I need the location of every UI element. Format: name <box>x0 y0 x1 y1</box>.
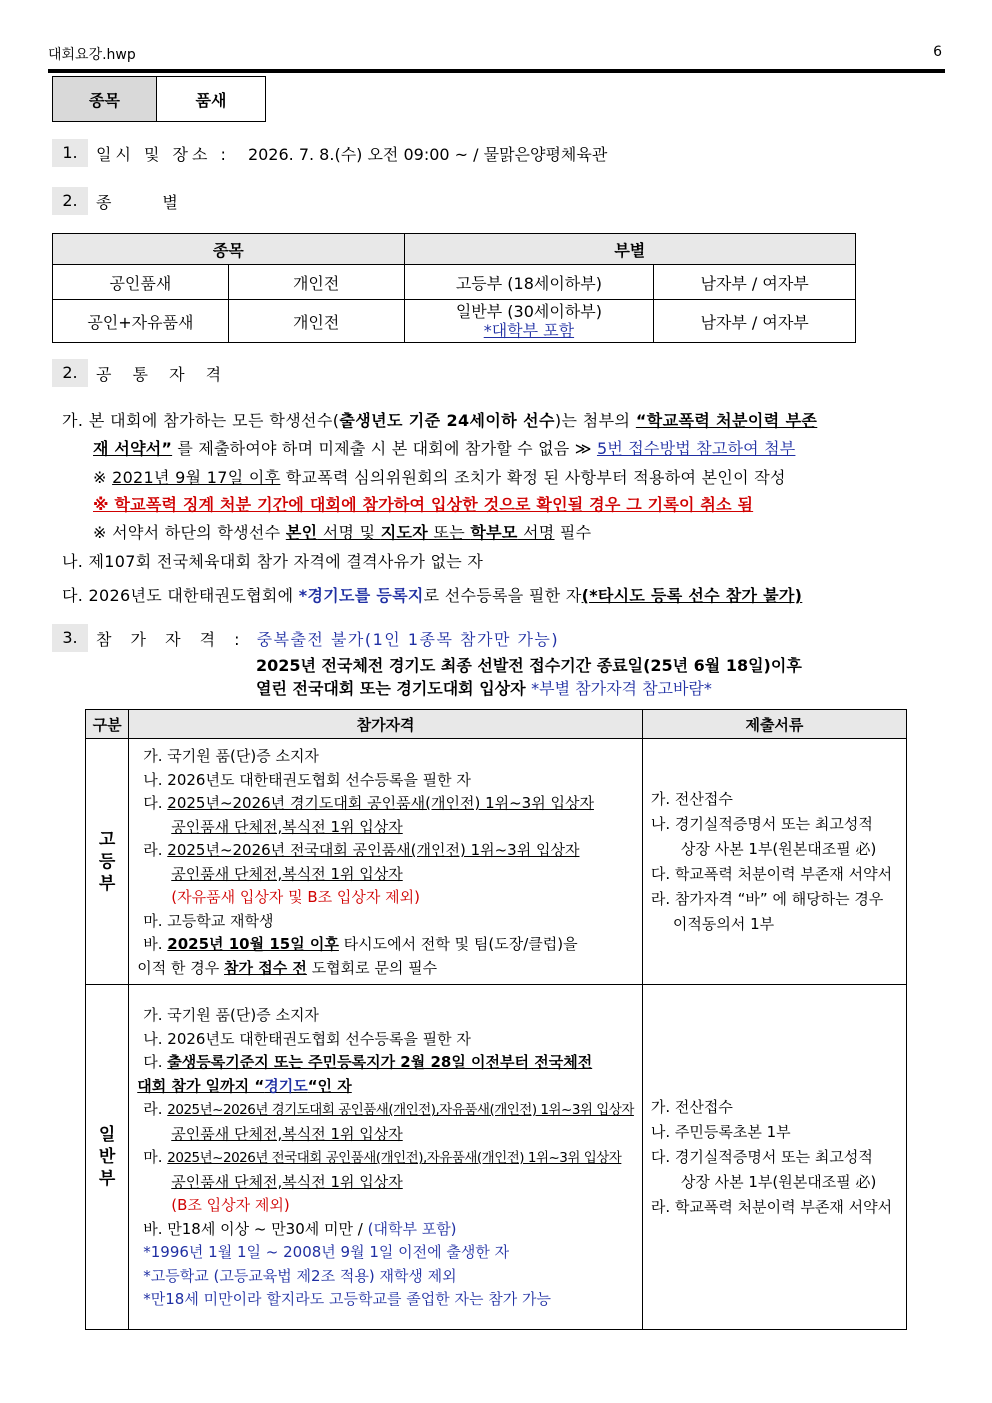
cell-type: 개인전 <box>228 265 404 300</box>
list-item: 가. 전산접수 <box>650 1097 733 1116</box>
section-value: 2026. 7. 8.(수) 오전 09:00 ~ / 물맑은양평체육관 <box>247 144 608 164</box>
common-na: 나. 제107회 전국체육대회 참가 자격에 결격사유가 없는 자 <box>62 552 484 571</box>
document-filename: 대회요강.hwp <box>48 47 136 63</box>
label-char: 부 <box>98 1169 116 1189</box>
list-item: 마. 고등학교 재학생 <box>143 911 274 930</box>
text: ※ <box>93 468 113 487</box>
qualification-table <box>85 709 907 1330</box>
list-item: 라. 2025년~2026년 전국대회 공인품새(개인전) 1위~3위 입상자 <box>143 841 580 859</box>
category-table <box>52 233 856 343</box>
label-char: 반 <box>98 1147 116 1167</box>
qualification-list-high <box>129 739 643 985</box>
event-tag-value: 품새 <box>157 77 265 121</box>
text-underline: 서명 <box>517 523 555 542</box>
list-item: 가. 전산접수 <box>650 789 733 808</box>
list-item: (B조 입상자 제외) <box>171 1196 290 1215</box>
text-underline: 2021년 9월 17일 이후 <box>112 468 281 487</box>
list-item: 이적동의서 1부 <box>672 914 775 933</box>
list-item: 다. 2025년~2026년 경기도대회 공인품새(개인전) 1위~3위 입상자 <box>143 794 594 812</box>
list-item: 다. 학교폭력 처분이력 부존재 서약서 <box>650 864 893 883</box>
text: 를 제출하여야 하며 미제출 시 본 대회에 참가할 수 없음 ≫ <box>172 439 597 458</box>
header-division: 부별 <box>404 234 855 265</box>
text: 학교폭력 심의위원회의 조치가 확정 된 사항부터 적용하여 본인이 작성 <box>280 468 786 487</box>
text-blue: *부별 참가자격 참고바람* <box>531 679 712 698</box>
list-item: 마. 2025년~2026년 전국대회 공인품새(개인전),자유품새(개인전) 1위~3위 입상자 <box>143 1148 622 1167</box>
label-char: 고 <box>98 829 116 850</box>
cell-gender: 남자부 / 여자부 <box>654 300 856 343</box>
section-number: 2. <box>52 187 88 215</box>
documents-list-adult <box>642 985 906 1330</box>
list-item: *1996년 1월 1일 ~ 2008년 9월 1일 이전에 출생한 자 <box>143 1243 510 1262</box>
list-item: 나. 2026년도 대한태권도협회 선수등록을 필한 자 <box>143 770 471 789</box>
attach-note: 5번 접수방법 참고하여 첨부 <box>596 439 796 458</box>
list-item: 나. 경기실적증명서 또는 최고성적 <box>650 814 873 833</box>
list-item: 공인품새 단체전,복식전 1위 입상자 <box>171 864 403 883</box>
text-underline: 서명 및 <box>317 523 381 542</box>
common-ga-line1 <box>62 408 817 431</box>
text-bold-underline: 지도자 <box>380 523 429 542</box>
duplicate-entry-note: 중복출전 불가(1인 1종목 참가만 가능) <box>256 629 560 649</box>
cell-division <box>404 300 654 343</box>
list-item: 다. 출생등록기준지 또는 주민등록지가 2월 28일 이전부터 전국체전 <box>143 1053 593 1072</box>
list-item: 가. 국기원 품(단)증 소지자 <box>143 1006 319 1025</box>
cell-type: 개인전 <box>228 300 404 343</box>
list-item: (자유품새 입상자 및 B조 입상자 제외) <box>171 888 420 906</box>
common-da <box>62 583 802 606</box>
list-item: 다. 경기실적증명서 또는 최고성적 <box>650 1147 873 1166</box>
list-item: 나. 주민등록초본 1부 <box>650 1122 791 1141</box>
common-note1 <box>93 465 786 488</box>
text-bold-underline: 학부모 <box>470 523 518 542</box>
list-item: 라. 학교폭력 처분이력 부존재 서약서 <box>650 1197 893 1216</box>
list-item: 라. 참가자격 “바” 에 해당하는 경우 <box>650 889 884 908</box>
qualification-list-adult <box>129 985 643 1330</box>
list-item: 바. 만18세 이상 ~ 만30세 미만 / (대학부 포함) <box>143 1219 457 1238</box>
text: 다. 2026년도 대한태권도협회에 <box>62 586 299 605</box>
list-item: 라. 2025년~2026년 경기도대회 공인품새(개인전),자유품새(개인전) 1위~3위 입상자 <box>143 1100 634 1119</box>
section-title: 공 통 자 격 <box>96 364 230 384</box>
group-label-adult <box>86 985 129 1330</box>
page-number: 6 <box>933 44 942 60</box>
section-title: 일시 및 장소 : <box>96 144 230 164</box>
table-row <box>53 265 856 300</box>
common-note3 <box>93 520 591 543</box>
qualification-period: 2025년 전국체전 경기도 최종 선발전 접수기간 종료일(25년 6월 18일)이후 <box>256 656 802 675</box>
list-item: 상장 사본 1부(원본대조필 必) <box>680 839 877 858</box>
event-tag <box>52 76 266 122</box>
list-item: 바. 2025년 10월 15일 이후 타시도에서 전학 및 팀(도장/클럽)을 <box>143 935 578 953</box>
list-item: 대회 참가 일까지 “경기도“인 자 <box>137 1076 352 1095</box>
text-bold-underline: “학교폭력 처분이력 부존 <box>635 411 818 430</box>
list-item: *만18세 미만이라 할지라도 고등학교를 졸업한 자는 참가 가능 <box>143 1290 551 1309</box>
header-qualification: 참가자격 <box>129 710 643 739</box>
list-item: 이적 한 경우 참가 접수 전 도협회로 문의 필수 <box>137 958 438 977</box>
event-tag-label: 종목 <box>53 77 157 121</box>
list-item: 나. 2026년도 대한태권도협회 선수등록을 필한 자 <box>143 1029 471 1048</box>
division-note: *대학부 포함 <box>483 321 575 340</box>
text: )는 첨부의 <box>554 411 636 430</box>
list-item: 가. 국기원 품(단)증 소지자 <box>143 747 319 765</box>
cell-event: 공인+자유품새 <box>53 300 229 343</box>
text: 가. 본 대회에 참가하는 모든 학생선수( <box>62 411 340 430</box>
section-common-qualification <box>52 359 229 387</box>
section-title: 참 가 자 격 : <box>96 629 247 649</box>
section-title: 종 별 <box>96 192 178 212</box>
label-char: 부 <box>98 873 116 894</box>
label-char: 일 <box>98 1125 116 1145</box>
header-group: 구분 <box>86 710 129 739</box>
header-rule <box>48 69 945 73</box>
section-number: 2. <box>52 359 88 387</box>
text-underline: 또는 <box>428 523 471 542</box>
text-bold: 열린 전국대회 또는 경기도대회 입상자 <box>256 679 532 698</box>
text-bold: 출생년도 기준 24세이하 선수 <box>339 411 555 430</box>
text-bold-underline: 재 서약서” <box>93 439 173 458</box>
text-bold-underline: 본인 <box>285 523 318 542</box>
list-item: 공인품새 단체전,복식전 1위 입상자 <box>171 1172 403 1191</box>
division-text: 일반부 (30세이하부) <box>455 302 602 321</box>
list-item: *고등학교 (고등교육법 제2조 적용) 재학생 제외 <box>143 1266 457 1285</box>
list-item: 상장 사본 1부(원본대조필 必) <box>680 1172 877 1191</box>
documents-list-high <box>642 739 906 985</box>
text: 필수 <box>554 523 592 542</box>
cell-event: 공인품새 <box>53 265 229 300</box>
text: ※ 서약서 하단의 학생선수 <box>93 523 286 542</box>
section-date-place <box>52 139 607 167</box>
table-row <box>53 300 856 343</box>
text-bold-underline: (*타시도 등록 선수 참가 불가) <box>581 586 803 605</box>
cell-gender: 남자부 / 여자부 <box>654 265 856 300</box>
cell-division: 고등부 (18세이하부) <box>404 265 654 300</box>
group-label-high <box>86 739 129 985</box>
section-category <box>52 187 178 215</box>
header-documents: 제출서류 <box>642 710 906 739</box>
common-note2: ※ 학교폭력 징계 처분 기간에 대회에 참가하여 입상한 것으로 확인될 경우 그 기록이 취소 됨 <box>93 495 754 514</box>
text-blue: *경기도를 등록지 <box>298 586 424 605</box>
section-participation-qualification <box>52 624 559 652</box>
qualification-winners <box>256 676 712 699</box>
header-event: 종목 <box>53 234 405 265</box>
list-item: 공인품새 단체전,복식전 1위 입상자 <box>171 817 403 836</box>
label-char: 등 <box>98 851 116 872</box>
text: 로 선수등록을 필한 자 <box>423 586 582 605</box>
common-ga-line2 <box>93 436 795 459</box>
list-item: 공인품새 단체전,복식전 1위 입상자 <box>171 1124 403 1143</box>
section-number: 1. <box>52 139 88 167</box>
section-number: 3. <box>52 624 88 652</box>
table-row-high-school <box>86 739 907 985</box>
table-row-adult <box>86 985 907 1330</box>
